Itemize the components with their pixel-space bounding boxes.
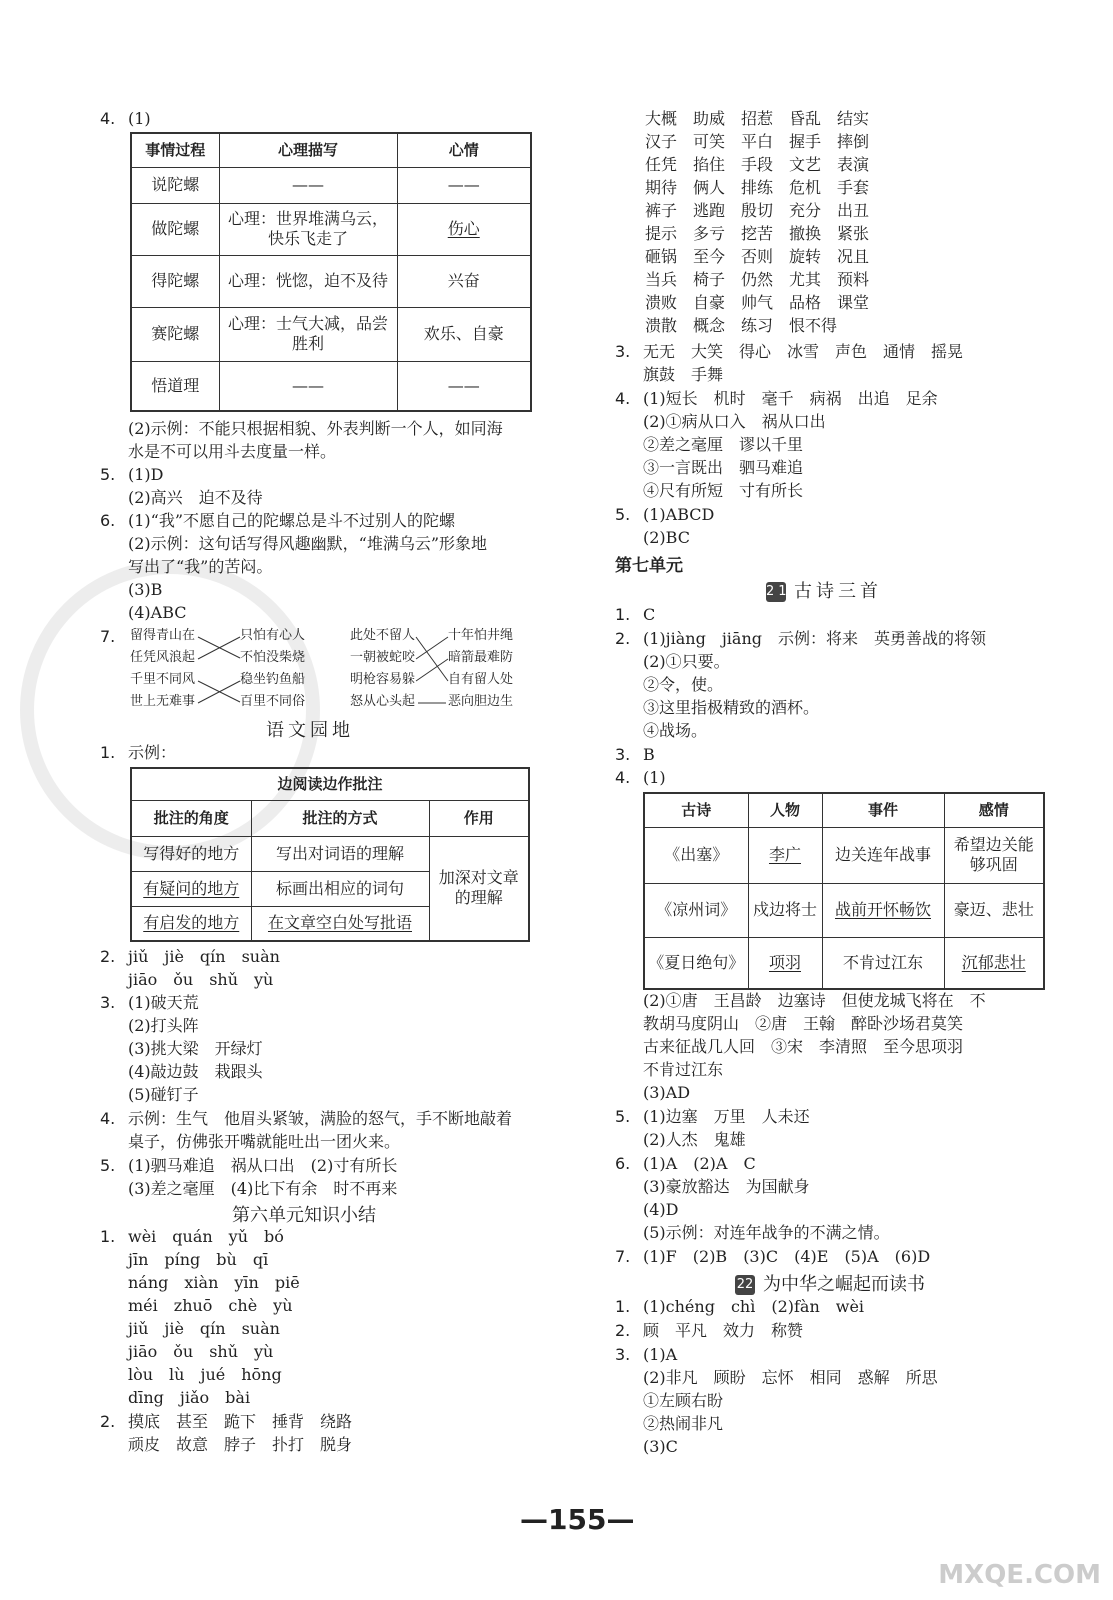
match-left-b: 不怕没柴烧 — [240, 650, 306, 665]
text-line: (2)①病从口入 祸从口出 — [643, 412, 826, 431]
table-cell-merged: 加深对文章的理解 — [429, 836, 529, 941]
text-line: (1)破天荒 — [128, 993, 199, 1012]
table-cell: —— — [219, 167, 397, 203]
text-line: 顾 平凡 效力 称赞 — [643, 1321, 804, 1340]
r4-label: 4. — [615, 389, 631, 408]
p5-label: 5. — [615, 1107, 631, 1126]
text-line: (3)AD — [643, 1083, 691, 1102]
text-line: (5)示例：对连年战争的不满之情。 — [643, 1223, 890, 1242]
table-cell: 《凉州词》 — [644, 883, 748, 937]
q6-label: 6. — [100, 511, 116, 530]
p7-label: 7. — [615, 1247, 631, 1266]
r5-label: 5. — [615, 505, 631, 524]
match-right-a: 一朝被蛇咬 — [350, 650, 416, 665]
lesson-number-badge: 22 — [735, 1275, 755, 1295]
match-left-a: 千里不同风 — [130, 672, 196, 687]
table-cell: 李广 — [748, 827, 822, 883]
pinyin-line: wèi quán yǔ bó — [128, 1227, 284, 1246]
text-line: (1)A — [643, 1345, 678, 1364]
match-right-b: 十年怕井绳 — [448, 628, 514, 643]
p3-label: 3. — [615, 745, 631, 764]
pinyin-line: lòu lù jué hōng — [128, 1365, 282, 1384]
pinyin-line: jiǔ jiè qín suàn — [128, 1319, 280, 1338]
text-line: 摸底 甚至 跪下 捶背 绕路 — [128, 1412, 353, 1431]
table-cell: 心理：恍惚，迫不及待 — [219, 255, 397, 307]
word-line: 任凭 掐住 手段 文艺 表演 — [645, 155, 870, 174]
q5-label: 5. — [100, 465, 116, 484]
k2-label: 2. — [100, 1412, 116, 1431]
text-line: (2)打头阵 — [128, 1016, 199, 1035]
match-left-a: 任凭风浪起 — [130, 650, 196, 665]
word-line: 砸锅 至今 否则 旋转 况且 — [645, 247, 870, 266]
pinyin-line: jīn píng bù qī — [128, 1250, 269, 1269]
table-cell: 有启发的地方 — [131, 906, 251, 941]
text-line: (1)D — [128, 465, 164, 484]
table-cell: 边关连年战事 — [822, 827, 944, 883]
table-header: 批注的方式 — [251, 800, 429, 836]
text-line: ③一言既出 驷马难追 — [643, 458, 804, 477]
text-line: (2)高兴 迫不及待 — [128, 488, 263, 507]
text-line: (1)“我”不愿自己的陀螺总是斗不过别人的陀螺 — [128, 511, 456, 530]
table-cell: 有疑问的地方 — [131, 871, 251, 906]
text-line: 旗鼓 手舞 — [643, 365, 724, 384]
section-title-unit7: 第七单元 — [615, 556, 683, 576]
match-left-b: 只怕有心人 — [240, 628, 306, 643]
text-line: (2)示例：这句话写得风趣幽默，“堆满乌云”形象地 — [128, 534, 488, 553]
table-poems — [643, 792, 1045, 990]
s2-label: 2. — [615, 1321, 631, 1340]
text-line: (1)驷马难追 祸从口出 (2)寸有所长 — [128, 1156, 398, 1175]
page-number: —155— — [520, 1503, 635, 1536]
match-right-b: 自有留人处 — [448, 672, 514, 687]
match-right-b: 暗箭最难防 — [448, 650, 514, 665]
text-line: (4)ABC — [128, 603, 187, 622]
text-line: (2)①唐 王昌龄 边塞诗 但使龙城飞将在 不 — [643, 991, 986, 1010]
table-cell: 《夏日绝句》 — [644, 937, 748, 989]
text-line: ①左顾右盼 — [643, 1391, 724, 1410]
lesson-number-badge: 21 — [766, 582, 786, 602]
s3-label: 3. — [615, 1345, 631, 1364]
table-cell: 标画出相应的词句 — [251, 871, 429, 906]
y3-label: 3. — [100, 993, 116, 1012]
text-line: 示例： — [128, 743, 177, 762]
y5-label: 5. — [100, 1156, 116, 1175]
table-cell: 战前开怀畅饮 — [822, 883, 944, 937]
match-left-b: 百里不同俗 — [240, 694, 306, 709]
table-cell: 写得好的地方 — [131, 836, 251, 871]
table-cell: 做陀螺 — [131, 203, 219, 255]
text-line: (2)BC — [643, 528, 690, 547]
table-cell: 戍边将士 — [748, 883, 822, 937]
match-left-a: 世上无难事 — [130, 694, 196, 709]
text-line: ②令，使。 — [643, 675, 724, 694]
word-line: 当兵 椅子 仍然 尤其 预料 — [645, 270, 870, 289]
table-cell: 沉郁悲壮 — [944, 937, 1044, 989]
r3-label: 3. — [615, 342, 631, 361]
q7-label: 7. — [100, 627, 116, 646]
text-line: (4)敲边鼓 栽跟头 — [128, 1062, 263, 1081]
table-cell: 伤心 — [397, 203, 531, 255]
text-line: (3)C — [643, 1437, 678, 1456]
table-header: 人物 — [748, 793, 822, 827]
text-line: (1)F (2)B (3)C (4)E (5)A (6)D — [643, 1247, 931, 1266]
table-cell: —— — [219, 361, 397, 411]
match-left-b: 稳坐钓鱼船 — [240, 672, 306, 687]
text-line: 教胡马度阴山 ②唐 王翰 醉卧沙场君莫笑 — [643, 1014, 964, 1033]
table-cell: 不肯过江东 — [822, 937, 944, 989]
table-cell: 豪迈、悲壮 — [944, 883, 1044, 937]
table-header: 心理描写 — [219, 133, 397, 167]
watermark-logo: MXQE.COM — [938, 1560, 1101, 1590]
table-cell: 希望边关能够巩固 — [944, 827, 1044, 883]
word-line: 提示 多亏 挖苦 撤换 紧张 — [645, 224, 870, 243]
pinyin-line: méi zhuō chè yù — [128, 1296, 293, 1315]
table-cell: 项羽 — [748, 937, 822, 989]
section-title-unit6: 第六单元知识小结 — [232, 1205, 376, 1226]
text-line: 写出了“我”的苦闷。 — [128, 557, 273, 576]
text-line: ②热闹非凡 — [643, 1414, 724, 1433]
text-line: ④战场。 — [643, 721, 708, 740]
table-cell: 写出对词语的理解 — [251, 836, 429, 871]
text-line: (1)边塞 万里 人未还 — [643, 1107, 810, 1126]
table-header: 事情过程 — [131, 133, 219, 167]
text-line: (4)D — [643, 1200, 679, 1219]
text-line: (3)差之毫厘 (4)比下有余 时不再来 — [128, 1179, 398, 1198]
table-cell: 得陀螺 — [131, 255, 219, 307]
table-header: 批注的角度 — [131, 800, 251, 836]
table-cell: —— — [397, 361, 531, 411]
q4-sub1: (1) — [128, 109, 151, 128]
table-caption: 边阅读边作批注 — [131, 768, 529, 800]
text-line: 水是不可以用斗去度量一样。 — [128, 442, 337, 461]
table-cell: 说陀螺 — [131, 167, 219, 203]
table-cell: 心理：士气大减，品尝胜利 — [219, 307, 397, 361]
p6-label: 6. — [615, 1154, 631, 1173]
table-cell: 悟道理 — [131, 361, 219, 411]
table-header: 作用 — [429, 800, 529, 836]
text-line: (1)chéng chì (2)fàn wèi — [643, 1297, 865, 1316]
pinyin-line: jiǔ jiè qín suàn — [128, 947, 280, 966]
text-line: (5)碰钉子 — [128, 1085, 199, 1104]
text-line: (3)B — [128, 580, 163, 599]
word-line: 溃散 概念 练习 恨不得 — [645, 316, 838, 335]
text-line: (1)短长 机时 毫千 病祸 出追 足余 — [643, 389, 938, 408]
pinyin-line: náng xiàn yīn piē — [128, 1273, 300, 1292]
word-line: 期待 俩人 排练 危机 手套 — [645, 178, 870, 197]
text-line: ④尺有所短 寸有所长 — [643, 481, 804, 500]
table-cell: 《出塞》 — [644, 827, 748, 883]
match-right-b: 恶向胆边生 — [448, 694, 514, 709]
pinyin-line: jiāo ǒu shǔ yù — [128, 970, 274, 989]
table-cell: 赛陀螺 — [131, 307, 219, 361]
match-right-a: 此处不留人 — [350, 628, 416, 643]
table-cell: 兴奋 — [397, 255, 531, 307]
section-title-yuwen: 语文园地 — [266, 720, 354, 741]
table-cell: —— — [397, 167, 531, 203]
y2-label: 2. — [100, 947, 116, 966]
p1-label: 1. — [615, 605, 631, 624]
text-line: 古来征战几人回 ③宋 李清照 至今思项羽 — [643, 1037, 964, 1056]
text-line: B — [643, 745, 655, 764]
word-line: 裤子 逃跑 殷切 充分 出丑 — [645, 201, 870, 220]
text-line: 顽皮 故意 脖子 扑打 脱身 — [128, 1435, 353, 1454]
lesson-title: 古诗三首 — [794, 581, 882, 602]
table-annotation — [130, 767, 530, 942]
y4-label: 4. — [100, 1109, 116, 1128]
s1-label: 1. — [615, 1297, 631, 1316]
text-line: (2)示例：不能只根据相貌、外表判断一个人，如同海 — [128, 419, 503, 438]
word-line: 汉子 可笑 平白 握手 摔倒 — [645, 132, 870, 151]
table-header: 感情 — [944, 793, 1044, 827]
text-line: (3)豪放豁达 为国献身 — [643, 1177, 810, 1196]
y1-label: 1. — [100, 743, 116, 762]
match-left-a: 留得青山在 — [130, 628, 196, 643]
word-line: 大概 助威 招惹 昏乱 结实 — [645, 109, 870, 128]
word-line: 溃败 自豪 帅气 品格 课堂 — [645, 293, 870, 312]
text-line: (3)挑大梁 开绿灯 — [128, 1039, 263, 1058]
lesson-title: 为中华之崛起而读书 — [763, 1274, 925, 1295]
table-cell: 欢乐、自豪 — [397, 307, 531, 361]
lesson-22-title — [735, 1270, 925, 1296]
text-line: (2)人杰 鬼雄 — [643, 1130, 746, 1149]
p2-label: 2. — [615, 629, 631, 648]
text-line: (2)非凡 顾盼 忘怀 相同 惑解 所思 — [643, 1368, 938, 1387]
match-right-a: 明枪容易躲 — [350, 672, 416, 687]
text-line: (1)ABCD — [643, 505, 715, 524]
lesson-21-title — [766, 577, 882, 603]
text-line: (1) — [643, 768, 666, 787]
pinyin-line: dīng jiǎo bài — [128, 1388, 251, 1407]
text-line: (1)jiàng jiāng 示例：将来 英勇善战的将领 — [643, 629, 986, 648]
table-cell: 心理：世界堆满乌云，快乐飞走了 — [219, 203, 397, 255]
text-line: (2)①只要。 — [643, 652, 730, 671]
matching-lines — [0, 0, 560, 720]
match-right-a: 怒从心头起 — [350, 694, 416, 709]
table-cell: 在文章空白处写批语 — [251, 906, 429, 941]
pinyin-line: jiāo ǒu shǔ yù — [128, 1342, 274, 1361]
table-header: 事件 — [822, 793, 944, 827]
q4-label: 4. — [100, 109, 116, 128]
p4-label: 4. — [615, 768, 631, 787]
text-line: 示例：生气 他眉头紧皱，满脸的怒气，手不断地敲着 — [128, 1109, 513, 1128]
table-header: 古诗 — [644, 793, 748, 827]
text-line: 桌子，仿佛张开嘴就能吐出一团火来。 — [128, 1132, 401, 1151]
text-line: ②差之毫厘 谬以千里 — [643, 435, 804, 454]
text-line: ③这里指极精致的酒杯。 — [643, 698, 820, 717]
text-line: 不肯过江东 — [643, 1060, 724, 1079]
k1-label: 1. — [100, 1227, 116, 1246]
text-line: (1)A (2)A C — [643, 1154, 756, 1173]
text-line: C — [643, 605, 656, 624]
text-line: 无无 大笑 得心 冰雪 声色 通情 摇晃 — [643, 342, 964, 361]
table-header: 心情 — [397, 133, 531, 167]
